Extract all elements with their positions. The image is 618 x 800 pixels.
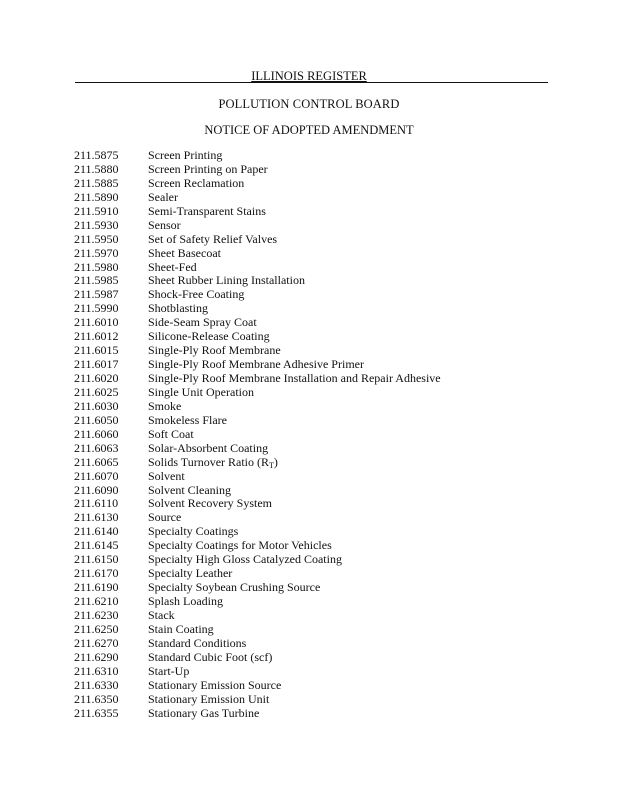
section-term-text: Shock-Free Coating xyxy=(148,287,245,302)
section-term xyxy=(148,274,305,288)
section-number: 211.5970 xyxy=(74,245,119,260)
board-title: POLLUTION CONTROL BOARD xyxy=(218,97,400,111)
section-term-text: Specialty Leather xyxy=(148,566,233,581)
section-term-text: Silicone-Release Coating xyxy=(148,329,270,344)
section-term-text: Specialty Coatings xyxy=(148,524,239,539)
section-term-text: Stationary Emission Unit xyxy=(148,691,270,706)
section-term xyxy=(148,428,194,442)
list-item xyxy=(74,484,441,498)
list-item xyxy=(74,414,441,428)
list-item xyxy=(74,595,441,609)
section-term-text: Specialty Soybean Crushing Source xyxy=(148,580,321,595)
section-term-text: Side-Seam Spray Coat xyxy=(148,315,257,330)
section-term xyxy=(148,358,364,372)
section-term-text: Solvent Recovery System xyxy=(148,496,272,511)
section-number: 211.6230 xyxy=(74,607,119,622)
section-term xyxy=(148,233,277,247)
section-term-text: Sensor xyxy=(148,217,181,232)
list-item xyxy=(74,442,441,456)
section-number: 211.6025 xyxy=(74,384,119,399)
section-number: 211.6310 xyxy=(74,663,119,678)
section-term xyxy=(148,386,254,400)
list-item xyxy=(74,623,441,637)
section-term xyxy=(148,567,232,581)
section-term-text: Sheet Rubber Lining Installation xyxy=(148,273,305,288)
list-item xyxy=(74,693,441,707)
section-term xyxy=(148,149,222,163)
section-number: 211.5875 xyxy=(74,148,119,162)
section-term-text: Single-Ply Roof Membrane Adhesive Primer xyxy=(148,357,364,372)
section-term xyxy=(148,609,175,623)
section-number: 211.6012 xyxy=(74,329,119,344)
list-item xyxy=(74,651,441,665)
section-number: 211.6145 xyxy=(74,538,119,553)
list-item xyxy=(74,400,441,414)
list-item xyxy=(74,456,441,470)
section-term-text: Screen Printing on Paper xyxy=(148,161,268,176)
list-item xyxy=(74,177,441,191)
section-term xyxy=(148,316,257,330)
section-number: 211.5885 xyxy=(74,175,119,190)
section-term-text: Set of Safety Relief Valves xyxy=(148,231,278,246)
list-item xyxy=(74,191,441,205)
section-term-text: Single-Ply Roof Membrane xyxy=(148,343,281,358)
register-title xyxy=(0,69,618,83)
section-term xyxy=(148,707,259,721)
list-item xyxy=(74,163,441,177)
section-term xyxy=(148,247,221,261)
section-term xyxy=(148,511,181,525)
section-number: 211.6210 xyxy=(74,594,119,608)
list-item xyxy=(74,707,441,721)
section-term-text: Sheet-Fed xyxy=(148,259,197,274)
section-term xyxy=(148,456,278,470)
section-term-text: Stationary Emission Source xyxy=(148,677,282,692)
list-item xyxy=(74,497,441,511)
section-term xyxy=(148,484,231,498)
section-term-text: Stationary Gas Turbine xyxy=(148,705,260,720)
list-item xyxy=(74,358,441,372)
section-term xyxy=(148,163,268,177)
section-term-text: Standard Conditions xyxy=(148,635,247,650)
register-title-text: ILLINOIS REGISTER xyxy=(251,69,367,83)
section-term xyxy=(148,470,185,484)
section-term-text: Screen Printing xyxy=(148,148,223,162)
list-item xyxy=(74,679,441,693)
section-term xyxy=(148,497,272,511)
list-item xyxy=(74,581,441,595)
section-number: 211.6110 xyxy=(74,496,119,511)
section-number: 211.6010 xyxy=(74,315,119,330)
section-number: 211.6015 xyxy=(74,343,119,358)
section-term-suffix: ) xyxy=(273,454,278,469)
section-term-text: Stack xyxy=(148,607,175,622)
section-number: 211.6030 xyxy=(74,398,119,413)
list-item xyxy=(74,219,441,233)
list-item xyxy=(74,205,441,219)
section-term-text: Smokeless Flare xyxy=(148,412,227,427)
section-number: 211.6020 xyxy=(74,371,119,385)
section-number: 211.6070 xyxy=(74,468,119,483)
section-number: 211.6190 xyxy=(74,580,119,595)
section-number: 211.6170 xyxy=(74,566,119,581)
list-item xyxy=(74,428,441,442)
list-item xyxy=(74,553,441,567)
notice-title: NOTICE OF ADOPTED AMENDMENT xyxy=(204,123,414,137)
section-term-text: Sheet Basecoat xyxy=(148,245,221,260)
section-term-subscript: T xyxy=(269,460,274,470)
list-item xyxy=(74,344,441,358)
section-number: 211.6330 xyxy=(74,677,119,692)
section-number: 211.6355 xyxy=(74,705,119,720)
section-term xyxy=(148,665,189,679)
section-term xyxy=(148,288,244,302)
list-item xyxy=(74,247,441,261)
list-item xyxy=(74,386,441,400)
section-term xyxy=(148,344,281,358)
section-term xyxy=(148,525,238,539)
list-item xyxy=(74,511,441,525)
section-number: 211.6350 xyxy=(74,691,119,706)
section-term-text: Splash Loading xyxy=(148,594,223,608)
list-item xyxy=(74,316,441,330)
section-term-text: Source xyxy=(148,510,182,525)
list-item xyxy=(74,302,441,316)
list-item xyxy=(74,567,441,581)
section-term xyxy=(148,693,269,707)
section-term-text: Single Unit Operation xyxy=(148,384,254,399)
list-item xyxy=(74,274,441,288)
section-term-text: Single-Ply Roof Membrane Installation and Repair Adhesive xyxy=(148,371,441,385)
section-term xyxy=(148,581,320,595)
section-term xyxy=(148,539,332,553)
section-term xyxy=(148,679,281,693)
section-term xyxy=(148,637,246,651)
section-term xyxy=(148,261,197,275)
section-term xyxy=(148,623,214,637)
section-number: 211.6130 xyxy=(74,510,119,525)
list-item xyxy=(74,149,441,163)
list-item xyxy=(74,665,441,679)
section-term-text: Specialty High Gloss Catalyzed Coating xyxy=(148,552,342,567)
section-term xyxy=(148,651,272,665)
section-number: 211.6090 xyxy=(74,482,119,497)
section-term-text: Stain Coating xyxy=(148,621,214,636)
list-item xyxy=(74,288,441,302)
list-item xyxy=(74,261,441,275)
section-number: 211.5990 xyxy=(74,301,119,316)
section-number: 211.6050 xyxy=(74,412,119,427)
section-term xyxy=(148,400,181,414)
list-item xyxy=(74,470,441,484)
list-item xyxy=(74,330,441,344)
definitions-list xyxy=(74,149,441,720)
section-number: 211.5910 xyxy=(74,203,119,218)
section-number: 211.5890 xyxy=(74,189,119,204)
section-number: 211.6270 xyxy=(74,635,119,650)
section-term xyxy=(148,414,227,428)
section-number: 211.6290 xyxy=(74,649,119,664)
section-number: 211.5985 xyxy=(74,273,119,288)
section-term-text: Soft Coat xyxy=(148,426,194,441)
section-number: 211.5987 xyxy=(74,287,119,302)
section-term-text: Solids Turnover Ratio (R xyxy=(148,454,270,469)
section-term-text: Smoke xyxy=(148,398,182,413)
section-term-text: Solar-Absorbent Coating xyxy=(148,440,269,455)
section-term-text: Screen Reclamation xyxy=(148,175,245,190)
section-term-text: Standard Cubic Foot (scf) xyxy=(148,649,273,664)
section-term xyxy=(148,177,244,191)
section-term xyxy=(148,191,178,205)
section-number: 211.5930 xyxy=(74,217,119,232)
section-term xyxy=(148,372,441,386)
section-term xyxy=(148,442,268,456)
section-number: 211.5980 xyxy=(74,259,119,274)
section-term xyxy=(148,205,266,219)
list-item xyxy=(74,525,441,539)
section-number: 211.6060 xyxy=(74,426,119,441)
section-term xyxy=(148,302,208,316)
section-term-text: Solvent xyxy=(148,468,185,483)
section-term-text: Sealer xyxy=(148,189,178,204)
section-term xyxy=(148,595,223,609)
section-term xyxy=(148,330,270,344)
section-number: 211.6017 xyxy=(74,357,119,372)
section-term-text: Specialty Coatings for Motor Vehicles xyxy=(148,538,332,553)
section-term-text: Start-Up xyxy=(148,663,190,678)
section-term-text: Solvent Cleaning xyxy=(148,482,231,497)
list-item xyxy=(74,372,441,386)
section-number: 211.6150 xyxy=(74,552,119,567)
list-item xyxy=(74,637,441,651)
list-item xyxy=(74,539,441,553)
section-number: 211.6063 xyxy=(74,440,119,455)
section-number: 211.5950 xyxy=(74,231,119,246)
list-item xyxy=(74,233,441,247)
section-number: 211.6140 xyxy=(74,524,119,539)
section-number: 211.5880 xyxy=(74,161,119,176)
section-term-text: Semi-Transparent Stains xyxy=(148,203,266,218)
section-number: 211.6250 xyxy=(74,621,119,636)
section-term-text: Shotblasting xyxy=(148,301,209,316)
section-number: 211.6065 xyxy=(74,454,119,469)
section-term xyxy=(148,553,342,567)
list-item xyxy=(74,609,441,623)
section-term xyxy=(148,219,181,233)
